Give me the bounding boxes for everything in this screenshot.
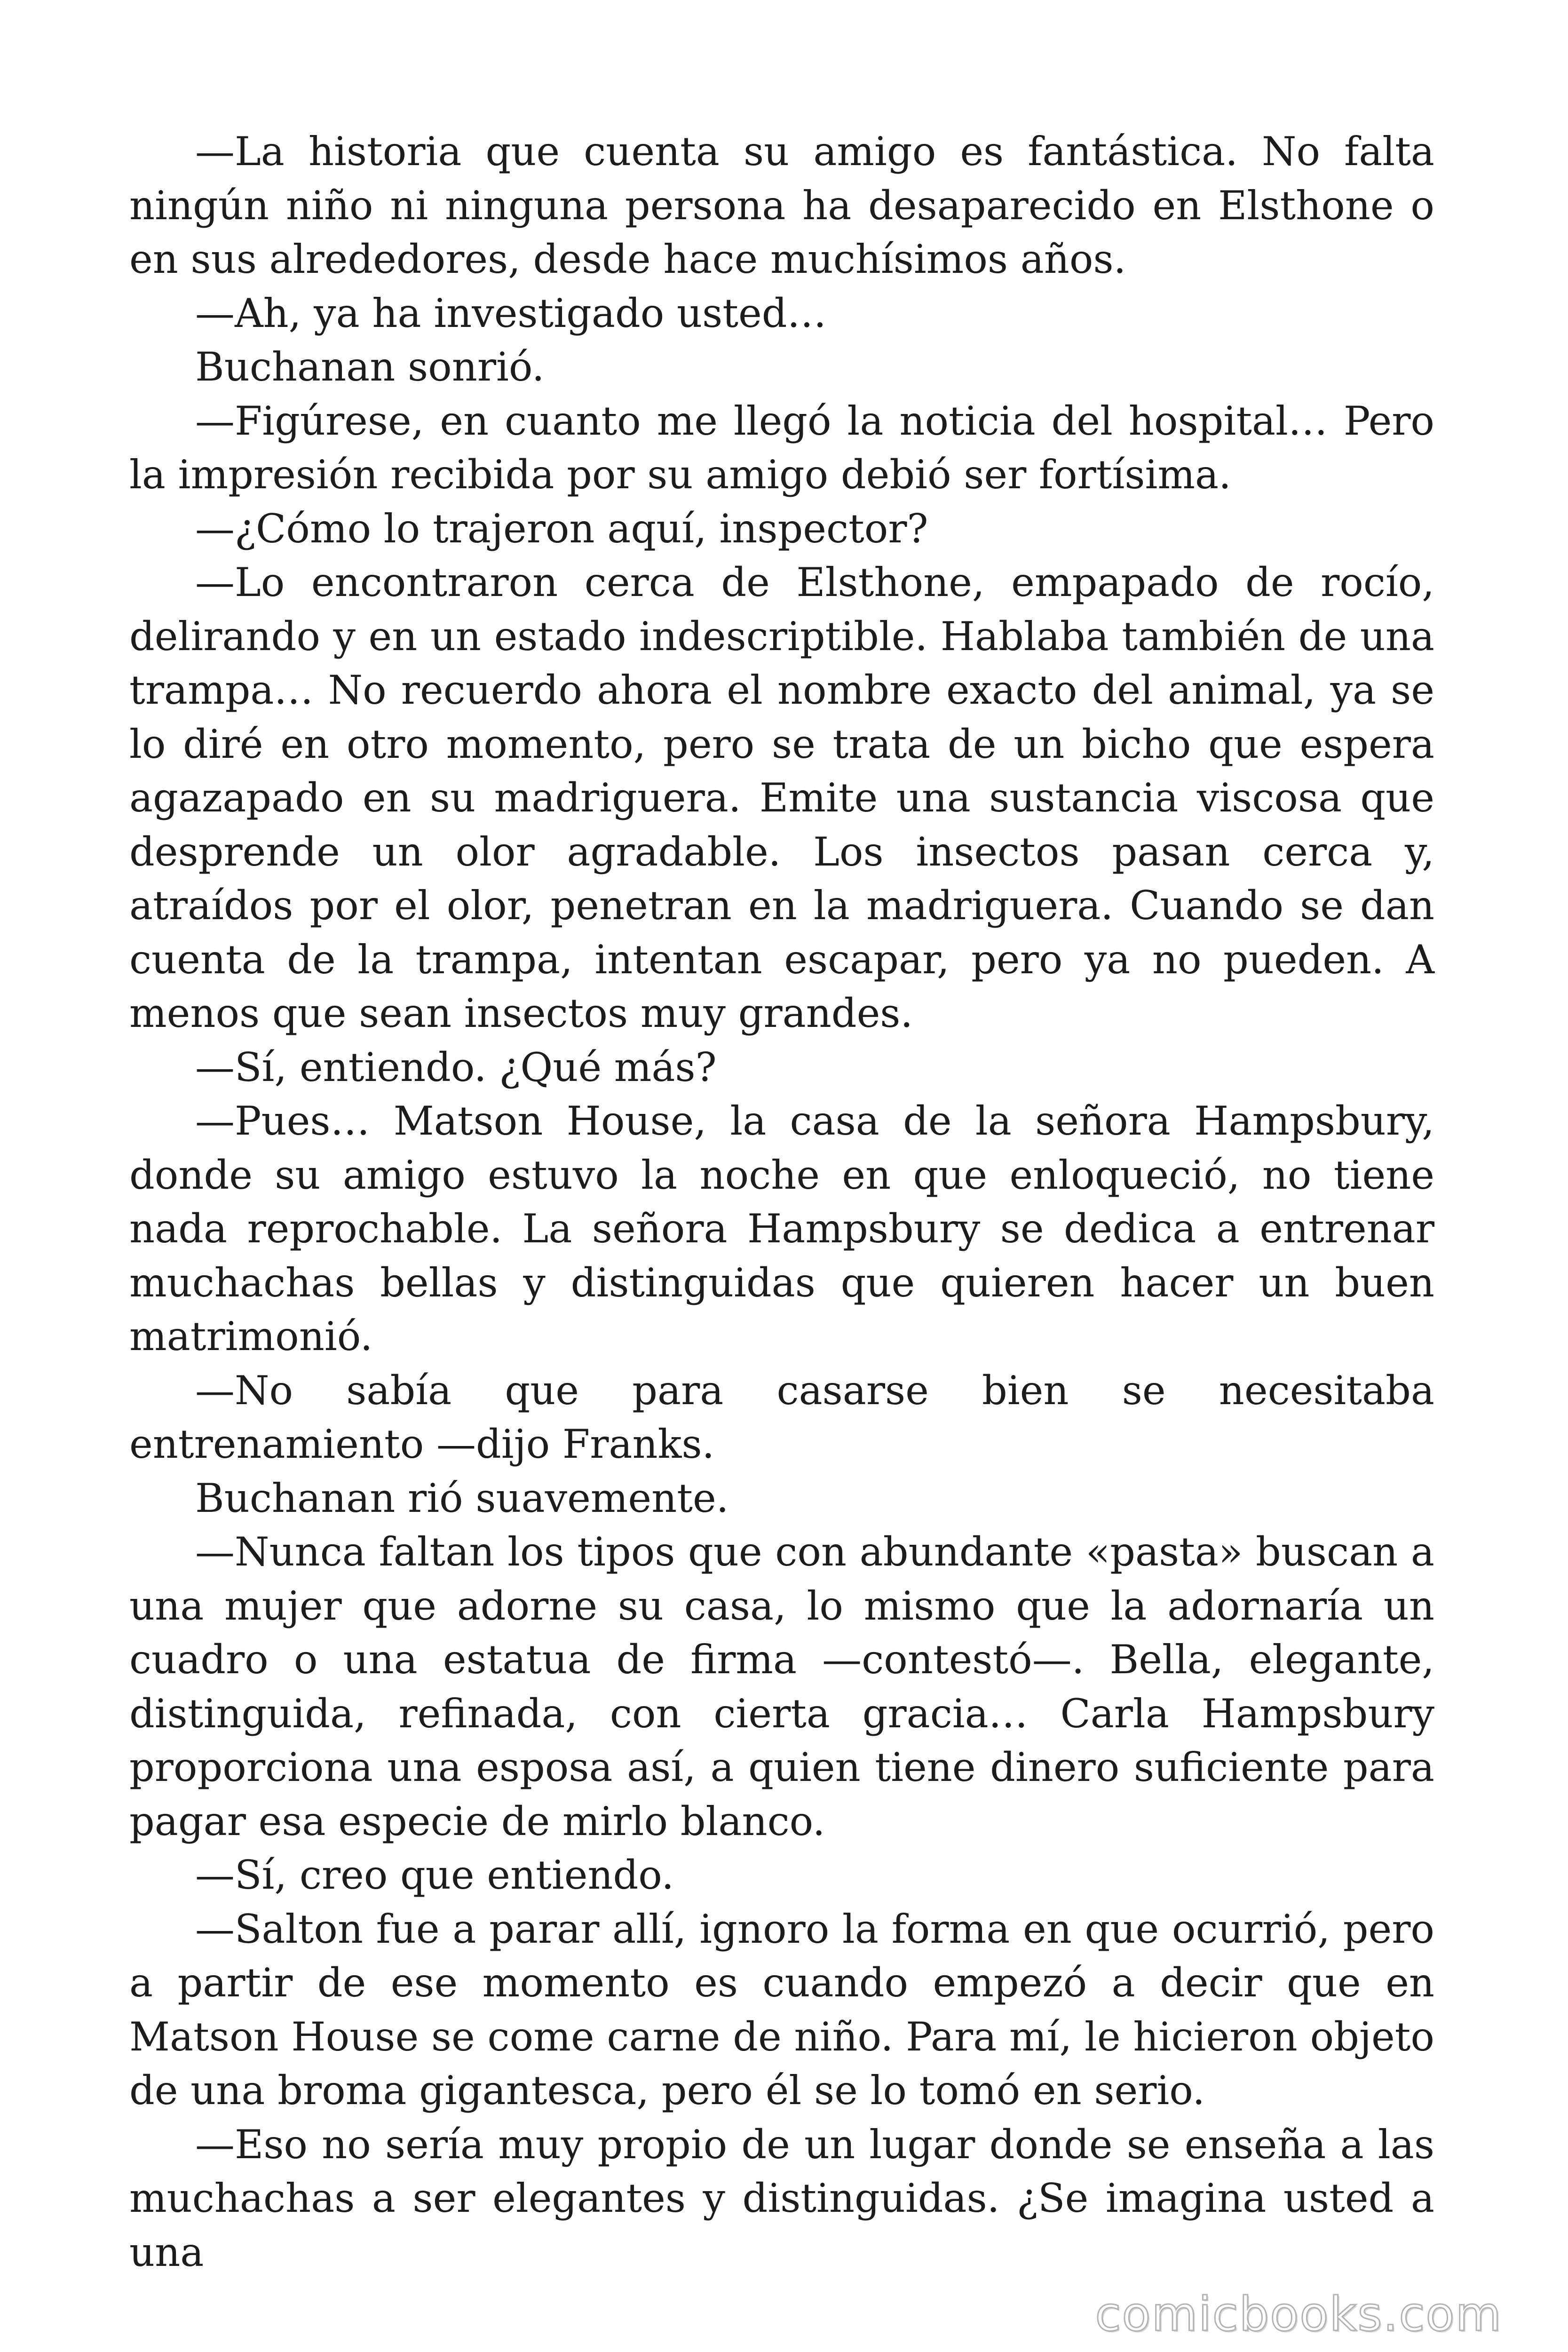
- paragraph: —Nunca faltan los tipos que con abundante «pasta» buscan a una mujer que adorne su casa, lo mismo que la adornaría un cuadro o una estatua de firma —contestó—. Bella, elegante, distinguida, refinada, con cierta gracia… Carla Hampsbury proporciona una esposa así, a quien tiene dinero suficiente para pagar esa especie de mirlo blanco.: [129, 1529, 1434, 1844]
- paragraph: —No sabía que para casarse bien se necesitaba entrenamiento —dijo Franks.: [129, 1367, 1434, 1467]
- paragraph: —Salton fue a parar allí, ignoro la forma en que ocurrió, pero a partir de ese momento es cuando empezó a decir que en Matson House se come carne de niño. Para mí, le hicieron objeto de una broma gigantesca, pero él se lo tomó en serio.: [129, 1906, 1434, 2114]
- paragraph: —Ah, ya ha investigado usted…: [195, 290, 827, 336]
- paragraph: —Lo encontraron cerca de Elsthone, empapado de rocío, delirando y en un estado indescriptible. Hablaba también de una trampa… No recuerdo ahora el nombre exacto del animal, ya se lo diré en otro momento, pero se trata de un bicho que espera agazapado en su madriguera. Emite una sustancia viscosa que desprende un olor agradable. Los insectos pasan cerca y, atraídos por el olor, penetran en la madriguera. Cuando se dan cuenta de la trampa, intentan escapar, pero ya no pueden. A menos que sean insectos muy grandes.: [129, 559, 1434, 1036]
- paragraph: —Pues… Matson House, la casa de la señora Hampsbury, donde su amigo estuvo la noche en que enloqueció, no tiene nada reprochable. La señora Hampsbury se dedica a entrenar muchachas bellas y distinguidas que quieren hacer un buen matrimonió.: [129, 1098, 1434, 1359]
- paragraph: —Figúrese, en cuanto me llegó la noticia del hospital… Pero la impresión recibida por su amigo debió ser fortísima.: [129, 397, 1434, 498]
- paragraph: —La historia que cuenta su amigo es fantástica. No falta ningún niño ni ninguna persona ha desaparecido en Elsthone o en sus alrededores, desde hace muchísimos años.: [129, 128, 1434, 282]
- paragraph: —Sí, creo que entiendo.: [195, 1852, 674, 1898]
- paragraph: —¿Cómo lo trajeron aquí, inspector?: [195, 505, 928, 552]
- paragraph: —Eso no sería muy propio de un lugar donde se enseña a las muchachas a ser elegantes y distinguidas. ¿Se imagina usted a una: [129, 2121, 1434, 2275]
- page-text: [129, 125, 1434, 2279]
- watermark: comicbooks.com: [1095, 2287, 1502, 2342]
- paragraph: —Sí, entiendo. ¿Qué más?: [195, 1044, 717, 1090]
- paragraph: Buchanan rió suavemente.: [195, 1475, 729, 1521]
- paragraph: Buchanan sonrió.: [195, 344, 545, 390]
